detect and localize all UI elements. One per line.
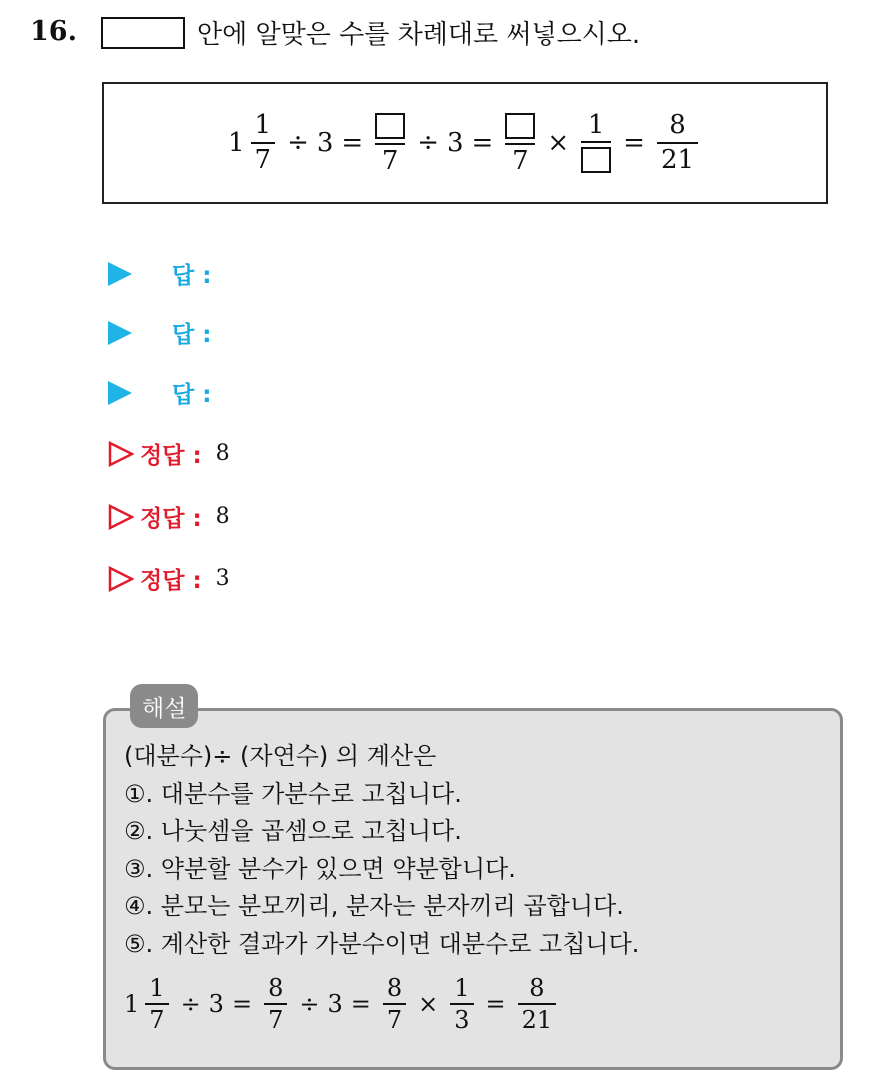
correct-value: 3 [215,566,230,591]
denominator: 7 [381,145,399,176]
equals-sign: = [485,990,506,1019]
numerator: 8 [268,974,284,1002]
numerator: 1 [254,110,272,141]
times-sign: × [418,990,439,1019]
denominator: 7 [254,145,272,175]
denominator: 21 [521,1006,553,1035]
divide-sign: ÷ [180,990,201,1019]
equals-sign: = [350,990,371,1019]
play-triangle-icon [108,262,132,286]
numerator: 1 [454,974,470,1002]
equation [228,111,702,176]
explanation-line: ①. 대분수를 가분수로 고칩니다. [124,779,462,808]
fraction-1-7 [251,111,276,174]
numerator: 8 [669,110,686,141]
question-instruction: 안에 알맞은 수를 차례대로 써넣으시오. [197,20,641,50]
divisor: 3 [208,990,224,1019]
equals-sign: = [341,128,364,158]
play-triangle-icon [108,321,132,345]
denominator: 21 [660,145,695,175]
fraction-1-over-blank [581,111,611,176]
answer-row [108,376,211,409]
answer-label: 답 : [172,263,212,289]
divisor: 3 [316,128,334,158]
mixed-whole: 1 [124,990,140,1019]
numerator: 8 [386,974,403,1002]
answer-label: 답 : [172,322,212,348]
divide-sign: ÷ [287,128,309,158]
question-number: 16. [30,16,77,47]
numerator: 1 [587,109,605,140]
denominator: 7 [512,145,529,176]
equation-box [102,82,828,204]
fraction [450,975,473,1034]
answer-row [108,257,211,290]
fraction [518,975,557,1034]
correct-answer-row [108,562,230,595]
correct-label: 정답 : [140,506,202,532]
play-triangle-icon [108,381,132,405]
fraction-blank-over-7 [505,111,535,176]
explanation-line: ③. 약분할 분수가 있으면 약분합니다. [124,854,516,883]
explanation-equation [124,975,560,1034]
result-fraction [657,111,698,174]
fraction [264,975,287,1034]
equals-sign: = [231,990,253,1019]
outline-triangle-icon [108,441,134,467]
explanation-line: (대분수)÷ (자연수) 의 계산은 [124,742,437,770]
times-sign: × [547,128,570,158]
explanation-line: ⑤. 계산한 결과가 가분수이면 대분수로 고칩니다. [124,929,640,958]
answer-row [108,316,211,349]
outline-triangle-icon [108,566,134,592]
blank-numerator-box[interactable] [505,113,535,139]
denominator: 7 [386,1006,403,1035]
divisor: 3 [327,990,343,1019]
blank-box-icon [101,17,185,49]
explanation-line: ②. 나눗셈을 곱셈으로 고칩니다. [124,817,462,845]
fraction-blank-over-7 [375,111,405,176]
fraction [383,975,406,1034]
denominator: 7 [149,1006,165,1035]
explanation-text [124,738,639,963]
denominator: 7 [268,1006,284,1035]
correct-answer-row [108,500,230,533]
blank-denominator-box[interactable] [581,147,611,173]
divide-sign: ÷ [417,128,439,158]
question-header [101,14,640,51]
blank-numerator-box[interactable] [375,113,405,139]
equals-sign: = [471,128,494,158]
correct-value: 8 [215,441,230,466]
correct-label: 정답 : [140,443,202,469]
explanation-line: ④. 분모는 분모끼리, 분자는 분자끼리 곱합니다. [124,892,624,920]
denominator: 3 [454,1006,470,1035]
mixed-whole: 1 [227,128,245,158]
divide-sign: ÷ [299,990,320,1019]
explanation-tag: 해설 [130,684,198,728]
numerator: 1 [149,974,165,1002]
correct-value: 8 [215,504,230,529]
correct-label: 정답 : [140,568,202,594]
divisor: 3 [447,128,464,158]
numerator: 8 [529,974,545,1002]
fraction [145,975,168,1034]
outline-triangle-icon [108,504,134,530]
answer-label: 답 : [172,382,212,408]
correct-answer-row [108,437,230,470]
equals-sign: = [623,128,645,158]
